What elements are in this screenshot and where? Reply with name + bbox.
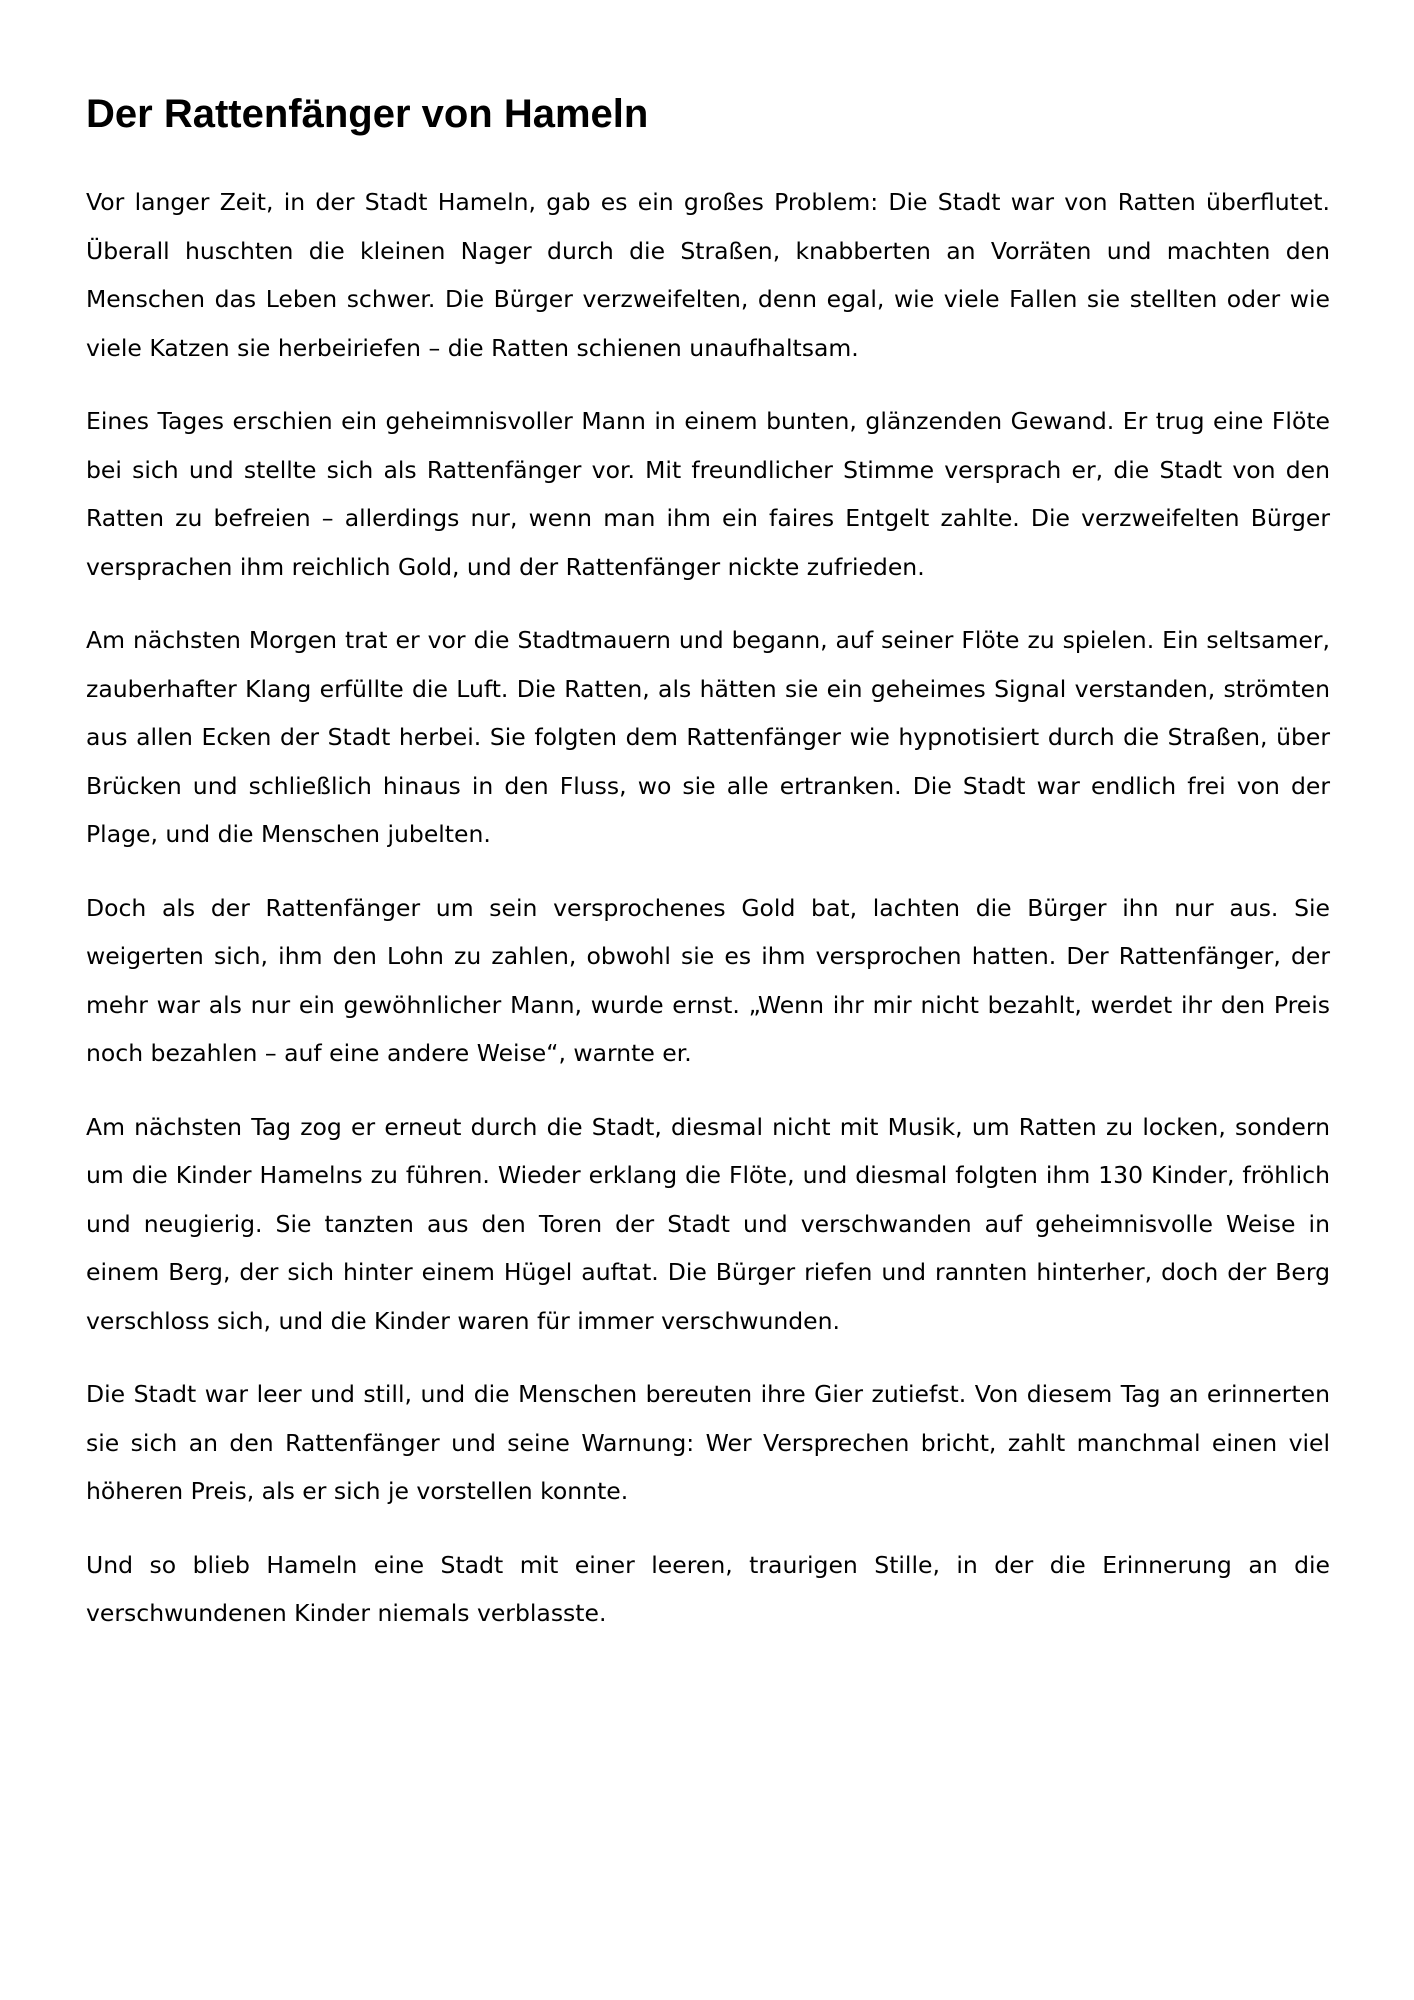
paragraph-2: Eines Tages erschien ein geheimnisvoller Mann in einem bunten, glänzenden Gewand. Er trug eine Flöte bei sich und stellte sich als Rattenfänger vor. Mit freundlicher Stimme versprach er, die Stadt von den Ratten zu befreien – allerdings nur, wenn man ihm ein faires Entgelt zahlte. Die verzweifelten Bürger versprachen ihm reichlich Gold, und der Rattenfänger nickte zufrieden. [86, 407, 1330, 581]
paragraph-4: Doch als der Rattenfänger um sein versprochenes Gold bat, lachten die Bürger ihn nur aus. Sie weigerten sich, ihm den Lohn zu zahlen, obwohl sie es ihm versprochen hatten. Der Rattenfänger, der mehr war als nur ein gewöhnlicher Mann, wurde ernst. „Wenn ihr mir nicht bezahlt, werdet ihr den Preis noch bezahlen – auf eine andere Weise“, warnte er. [86, 893, 1330, 1067]
paragraph-7: Und so blieb Hameln eine Stadt mit einer leeren, traurigen Stille, in der die Erinnerung an die verschwundenen Kinder niemals verblasste. [86, 1550, 1330, 1627]
paragraph-5: Am nächsten Tag zog er erneut durch die Stadt, diesmal nicht mit Musik, um Ratten zu locken, sondern um die Kinder Hamelns zu führen. Wieder erklang die Flöte, und diesmal folgten ihm 130 Kinder, fröhlich und neugierig. Sie tanzten aus den Toren der Stadt und verschwanden auf geheimnisvolle Weise in einem Berg, der sich hinter einem Hügel auftat. Die Bürger riefen und rannten hinterher, doch der Berg verschloss sich, und die Kinder waren für immer verschwunden. [86, 1112, 1330, 1335]
paragraph-3: Am nächsten Morgen trat er vor die Stadtmauern und begann, auf seiner Flöte zu spielen. Ein seltsamer, zauberhafter Klang erfüllte die Luft. Die Ratten, als hätten sie ein geheimes Signal verstanden, strömten aus allen Ecken der Stadt herbei. Sie folgten dem Rattenfänger wie hypnotisiert durch die Straßen, über Brücken und schließlich hinaus in den Fluss, wo sie alle ertranken. Die Stadt war endlich frei von der Plage, und die Menschen jubelten. [86, 626, 1330, 848]
paragraph-1: Vor langer Zeit, in der Stadt Hameln, gab es ein großes Problem: Die Stadt war von Ratten überflutet. Überall huschten die kleinen Nager durch die Straßen, knabberten an Vorräten und machten den Menschen das Leben schwer. Die Bürger verzweifelten, denn egal, wie viele Fallen sie stellten oder wie viele Katzen sie herbeiriefen – die Ratten schienen unaufhaltsam. [86, 188, 1330, 362]
document-body [86, 88, 1330, 1663]
paragraph-6: Die Stadt war leer und still, und die Menschen bereuten ihre Gier zutiefst. Von diesem Tag an erinnerten sie sich an den Rattenfänger und seine Warnung: Wer Versprechen bricht, zahlt manchmal einen viel höheren Preis, als er sich je vorstellen konnte. [86, 1380, 1330, 1505]
document-title: Der Rattenfänger von Hameln [86, 92, 649, 136]
